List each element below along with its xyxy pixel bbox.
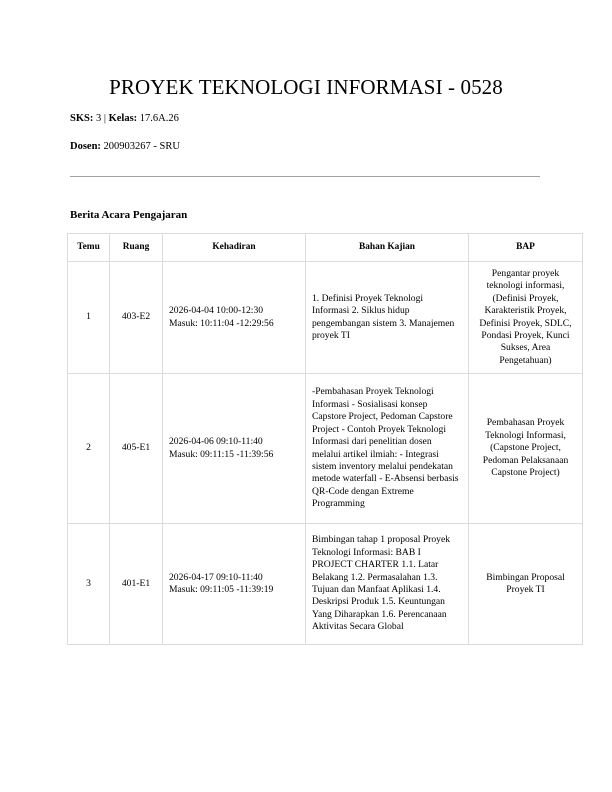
table-header-row bbox=[68, 234, 583, 262]
dosen-line bbox=[70, 140, 180, 153]
header-ruang: Ruang bbox=[110, 234, 163, 262]
header-bap: BAP bbox=[469, 234, 583, 262]
sks-value: 3 | bbox=[93, 113, 109, 124]
header-temu: Temu bbox=[68, 234, 110, 262]
table-row bbox=[68, 262, 583, 374]
cell-kehadiran bbox=[163, 374, 306, 524]
kelas-value: 17.6A.26 bbox=[137, 113, 179, 124]
cell-ruang: 403-E2 bbox=[110, 262, 163, 374]
cell-bap: Bimbingan Proposal Proyek TI bbox=[469, 524, 583, 645]
cell-temu: 2 bbox=[68, 374, 110, 524]
bap-table bbox=[67, 233, 583, 645]
section-title: Berita Acara Pengajaran bbox=[70, 209, 188, 221]
kehadiran-masuk: Masuk: 10:11:04 -12:29:56 bbox=[169, 317, 274, 329]
cell-ruang: 401-E1 bbox=[110, 524, 163, 645]
divider bbox=[70, 176, 540, 177]
dosen-label: Dosen: bbox=[70, 141, 101, 152]
kehadiran-masuk: Masuk: 09:11:15 -11:39:56 bbox=[169, 448, 274, 460]
cell-kehadiran bbox=[163, 524, 306, 645]
page-title: PROYEK TEKNOLOGI INFORMASI - 0528 bbox=[109, 75, 503, 99]
sks-kelas-line bbox=[70, 112, 179, 125]
cell-bap: Pengantar proyek teknologi informasi, (Definisi Proyek, Karakteristik Proyek, Definisi Proyek, SDLC, Pondasi Proyek, Kunci Sukses, Area Pengetahuan) bbox=[469, 262, 583, 374]
kehadiran-jadwal: 2026-04-06 09:10-11:40 bbox=[169, 436, 263, 448]
kehadiran-jadwal: 2026-04-04 10:00-12:30 bbox=[169, 305, 264, 317]
table-row bbox=[68, 524, 583, 645]
cell-bahan-kajian: Bimbingan tahap 1 proposal Proyek Teknologi Informasi: BAB I PROJECT CHARTER 1.1. Latar Belakang 1.2. Permasalahan 1.3. Tujuan dan Manfaat Aplikasi 1.4. Deskripsi Produk 1.5. Keuntungan Yang Diharapkan 1.6. Perencanaan Aktivitas Secara Global bbox=[306, 524, 469, 645]
header-kehadiran: Kehadiran bbox=[163, 234, 306, 262]
kelas-label: Kelas: bbox=[108, 113, 138, 124]
kehadiran-jadwal: 2026-04-17 09:10-11:40 bbox=[169, 571, 263, 583]
cell-kehadiran bbox=[163, 262, 306, 374]
header-bahan-kajian: Bahan Kajian bbox=[306, 234, 469, 262]
cell-ruang: 405-E1 bbox=[110, 374, 163, 524]
cell-bahan-kajian: -Pembahasan Proyek Teknologi Informasi - Sosialisasi konsep Capstore Project, Pedoman Capstore Project - Contoh Proyek Teknologi Informasi dari penelitian dosen melalui artikel ilmiah: - Integrasi sistem inventory melalui pendekatan metode waterfall - E-Absensi berbasis QR-Code dengan Extreme Programming bbox=[306, 374, 469, 524]
sks-label: SKS: bbox=[70, 113, 94, 124]
dosen-value: 200903267 - SRU bbox=[100, 141, 180, 152]
table-row bbox=[68, 374, 583, 524]
cell-bap: Pembahasan Proyek Teknologi Informasi, (Capstone Project, Pedoman Pelaksanaan Capstone Project) bbox=[469, 374, 583, 524]
kehadiran-masuk: Masuk: 09:11:05 -11:39:19 bbox=[169, 584, 274, 595]
cell-temu: 1 bbox=[68, 262, 110, 374]
cell-temu: 3 bbox=[68, 524, 110, 645]
cell-bahan-kajian: 1. Definisi Proyek Teknologi Informasi 2. Siklus hidup pengembangan sistem 3. Manajemen proyek TI bbox=[306, 262, 469, 374]
